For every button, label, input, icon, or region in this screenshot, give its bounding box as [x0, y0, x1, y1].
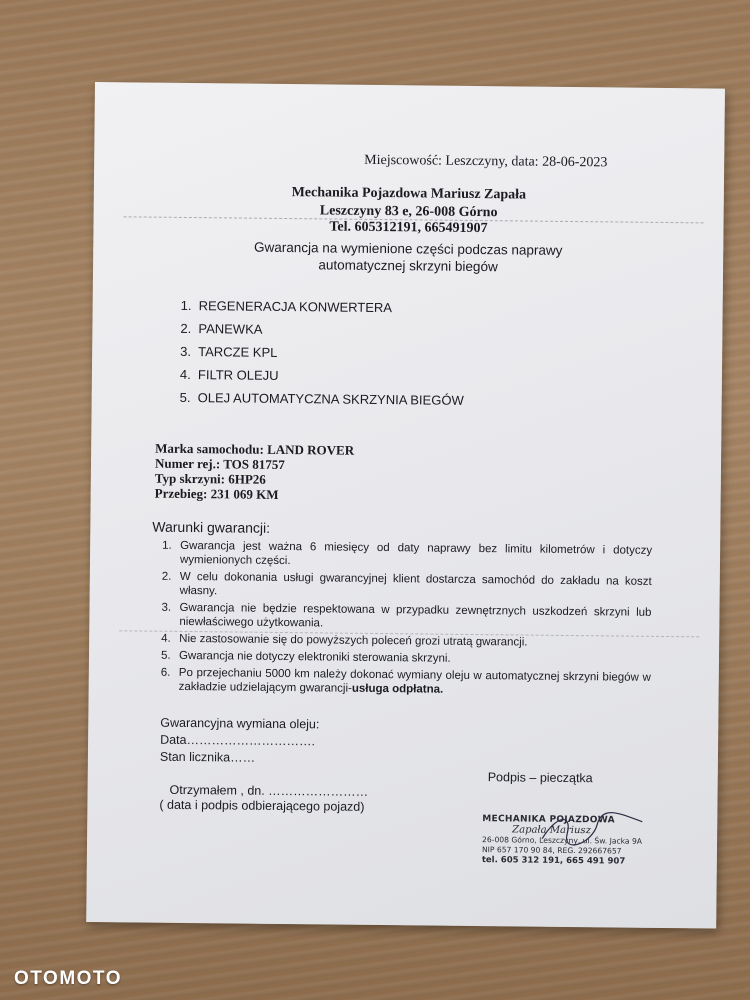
paid-service-note: usługa odpłatna. — [351, 682, 444, 696]
list-item: 1. Gwarancja jest ważna 6 miesięcy od daty naprawy bez limitu kilometrów i dotyczy wymienionych części. — [162, 539, 653, 568]
company-stamp — [482, 814, 643, 867]
parts-list — [180, 298, 465, 416]
stamp-line: tel. 605 312 191, 665 491 907 — [481, 855, 626, 867]
document-heading-line2: automatycznej skrzyni biegów — [318, 257, 498, 275]
list-item: 2. W celu dokonania usługi gwarancyjnej klient dostarcza samochód do zakładu na koszt własny. — [161, 570, 652, 598]
stamp-line: NIP 657 170 90 84, REG. 292667657 — [481, 845, 622, 856]
company-phone: Tel. 605312191, 665491907 — [329, 219, 488, 237]
oil-change-label: Gwarancyjna wymiana oleju: — [160, 715, 320, 732]
car-details — [155, 441, 355, 503]
list-item: 1. REGENERACJA KONWERTERA — [180, 297, 393, 316]
recipient-note: ( data i podpis odbierającego pojazd) — [159, 797, 365, 814]
list-item: 3. Gwarancja nie będzie respektowana w przypadku zewnętrznych uszkodzeń skrzyni lub niewłaściwego użytkowania. — [161, 601, 652, 630]
list-item: 5. OLEJ AUTOMATYCZNA SKRZYNIA BIEGÓW — [179, 389, 464, 408]
stamp-line: 26-008 Górno, Leszczyny, ul. Św. Jacka 9A — [482, 835, 643, 846]
stamp-line: Zapała Mariusz — [512, 824, 591, 837]
warranty-document — [86, 82, 725, 929]
odometer-field: Stan licznika…… — [159, 749, 256, 765]
company-address: Leszczyny 83 e, 26-008 Górno — [319, 203, 498, 221]
date-field: Data…………………………. — [160, 732, 316, 749]
list-item: 4. FILTR OLEJU — [179, 366, 279, 383]
stamp-line: MECHANIKA POJAZDOWA — [482, 814, 615, 826]
list-item: 3. TARCZE KPL — [180, 343, 278, 360]
signature-icon — [537, 809, 647, 850]
list-item: 2. PANEWKA — [180, 320, 263, 337]
date-line: Miejscowość: Leszczyny, data: 28-06-2023 — [364, 152, 608, 171]
list-item: 6. Po przejechaniu 5000 km należy dokonać wymiany oleju w automatycznej skrzyni biegów w zakładzie udzielającym gwarancji-usługa odpłatna. — [160, 666, 651, 696]
car-make: Marka samochodu: LAND ROVER — [155, 440, 355, 458]
received-field: Otrzymałem , dn. …………………… — [169, 782, 369, 799]
watermark-logo: OTOMOTO — [14, 968, 122, 989]
document-heading: Gwarancja na wymienione części podczas naprawy — [253, 239, 563, 258]
conditions-title: Warunki gwarancji: — [152, 518, 271, 536]
car-registration: Numer rej.: TOS 81757 — [154, 455, 285, 473]
car-gearbox: Typ skrzyni: 6HP26 — [154, 470, 266, 487]
car-mileage: Przebieg: 231 069 KM — [154, 485, 279, 502]
list-item: 5. Gwarancja nie dotyczy elektroniki sterowania skrzyni. — [160, 649, 451, 665]
list-item: 4. Nie zastosowanie się do powyższych poleceń grozi utratą gwarancji. — [161, 632, 528, 649]
conditions-list — [161, 539, 653, 702]
signature-label: Podpis – pieczątka — [487, 770, 593, 786]
company-name: Mechanika Pojazdowa Mariusz Zapała — [291, 185, 527, 203]
